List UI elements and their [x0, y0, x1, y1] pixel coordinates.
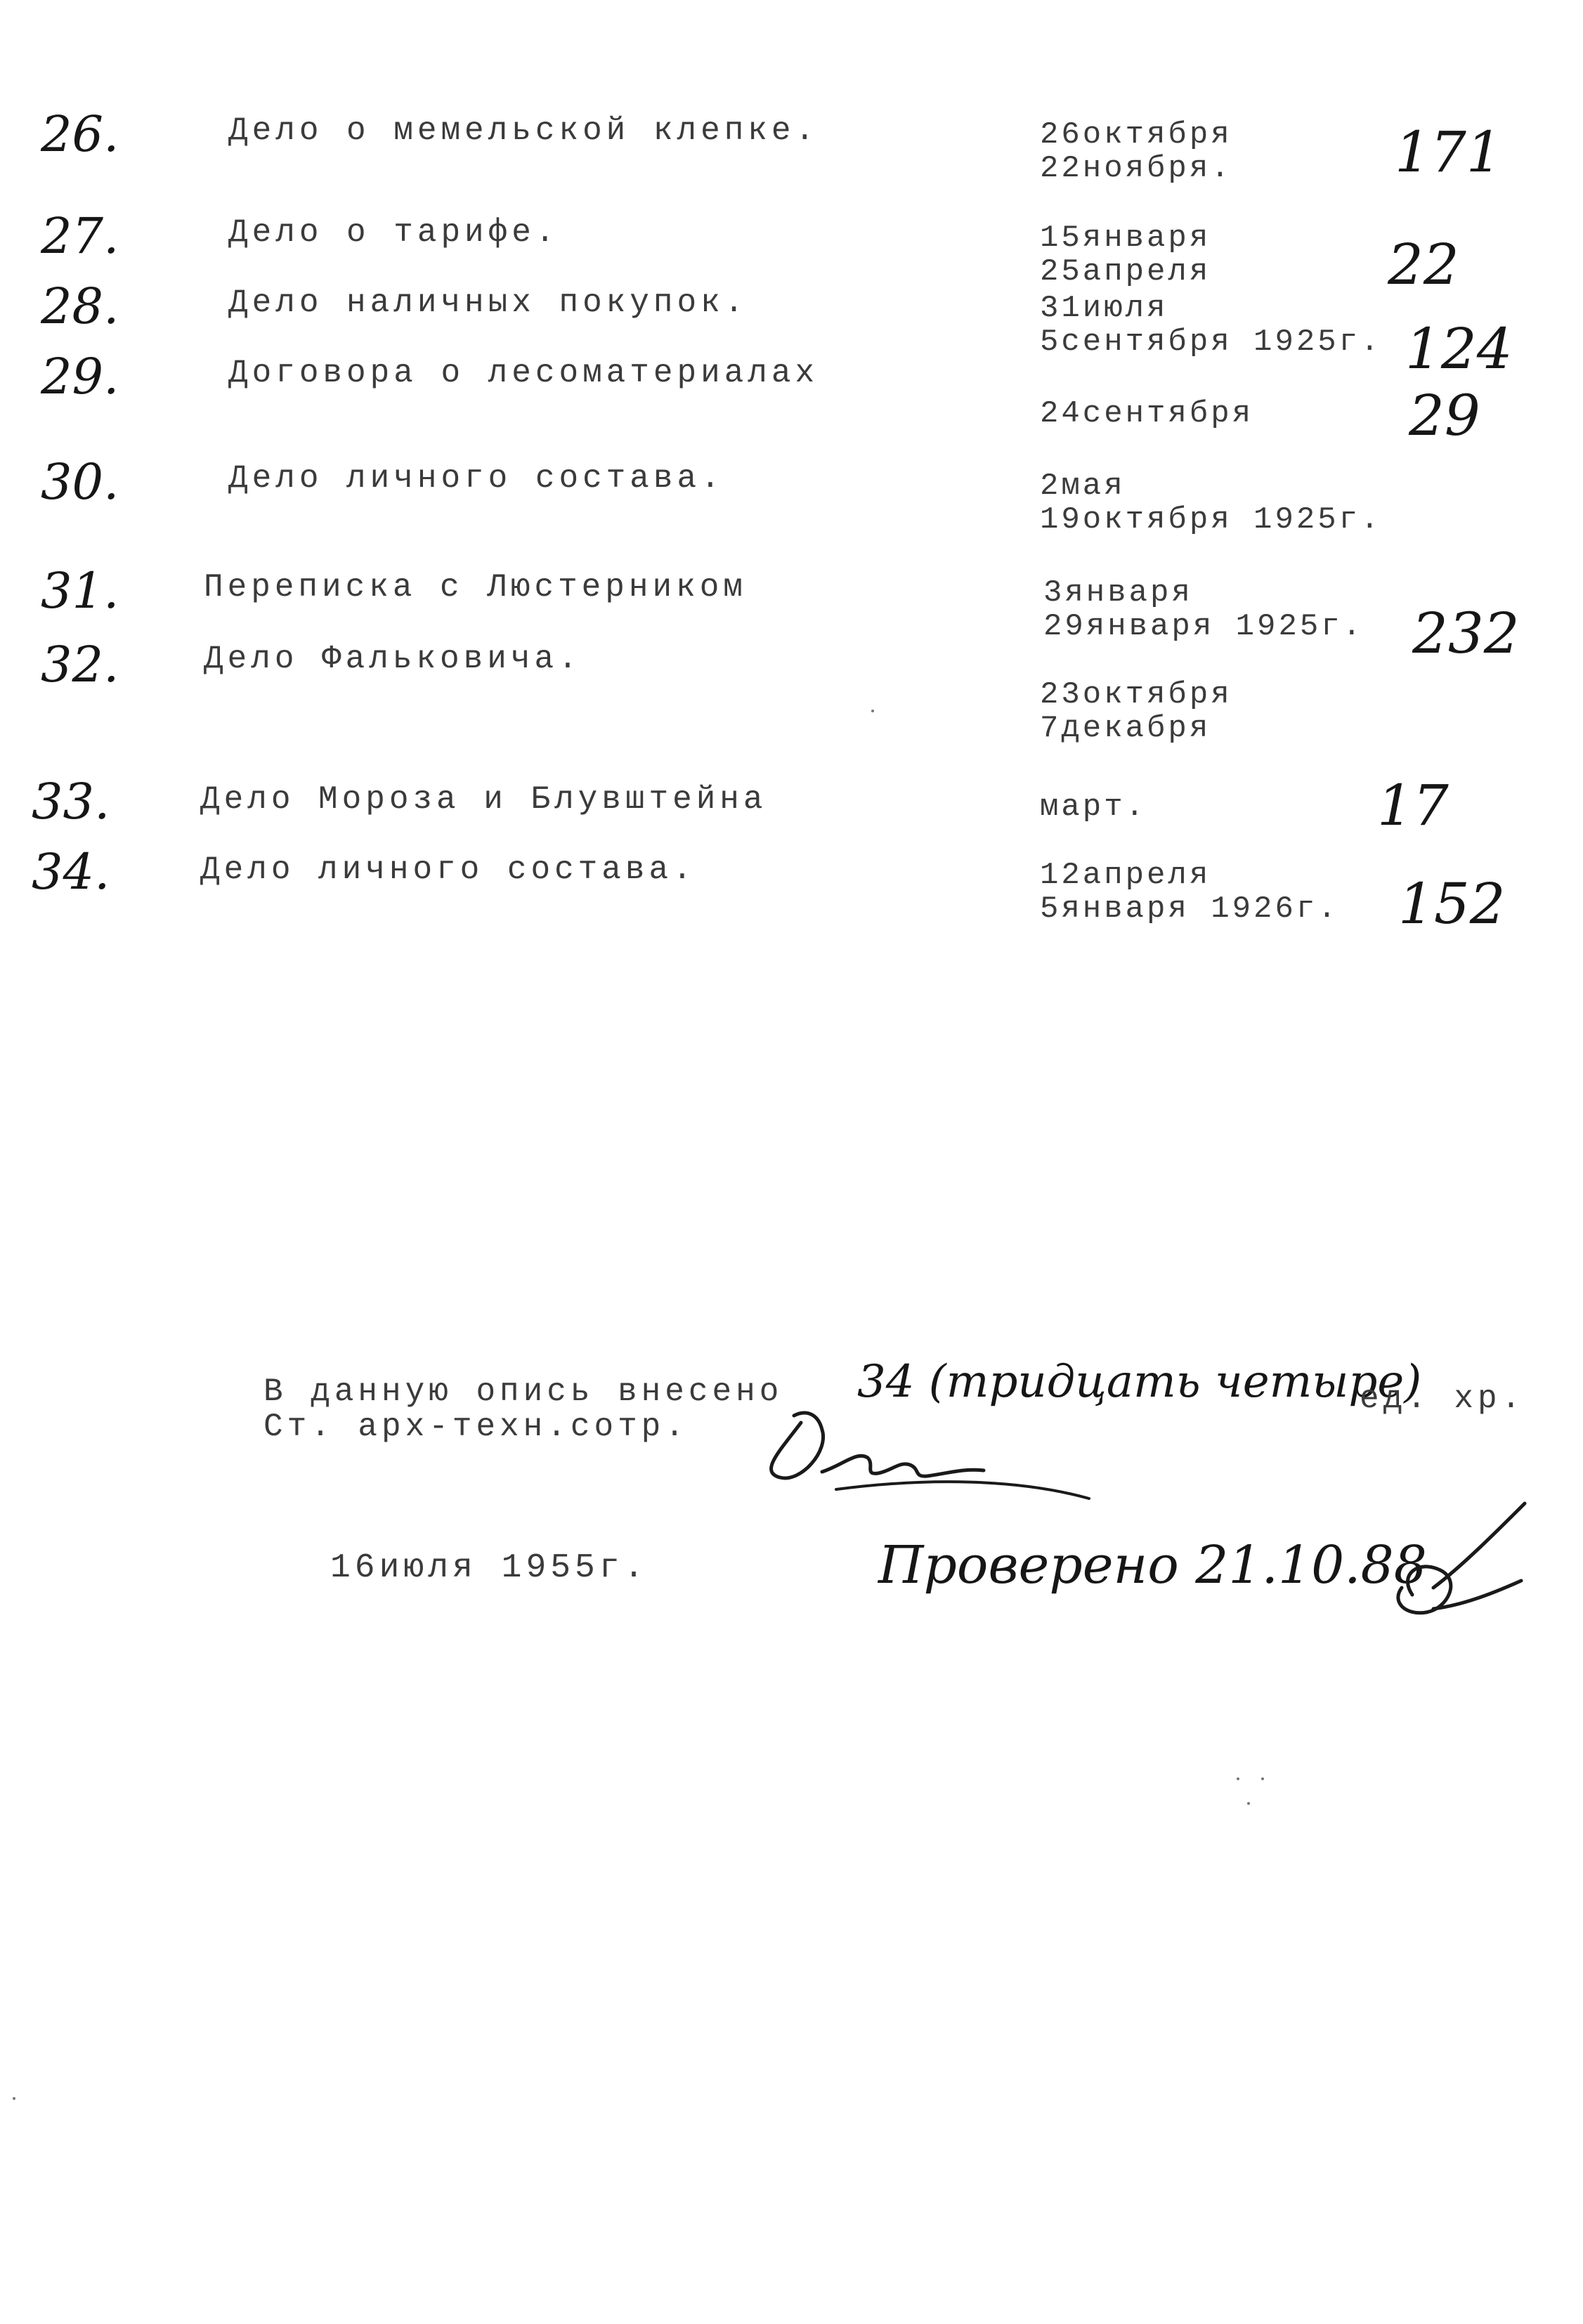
item-leaves: 152 — [1398, 871, 1506, 936]
item-leaves: 171 — [1395, 119, 1502, 185]
scan-speck — [1247, 1802, 1250, 1805]
item-number: 31. — [41, 562, 119, 620]
entered-count: 34 (тридцать четыре) — [857, 1356, 1422, 1408]
item-title: Дело о мемельской клепке. — [228, 112, 819, 149]
position-title: Ст. арх-техн.сотр. — [263, 1409, 689, 1445]
scan-speck — [871, 710, 874, 712]
item-date-start: 15января — [1040, 221, 1211, 256]
item-title: Дело личного состава. — [228, 460, 724, 497]
item-leaves: 29 — [1409, 383, 1480, 448]
entered-prefix: В данную опись внесено — [263, 1373, 783, 1410]
item-date-start: 23октября — [1040, 677, 1232, 712]
item-title: Дело Фальковича. — [204, 641, 582, 677]
item-number: 29. — [41, 348, 119, 405]
item-leaves: 232 — [1412, 601, 1520, 666]
scan-speck — [13, 2097, 15, 2100]
item-number: 34. — [32, 843, 110, 901]
item-title: Дело о тарифе. — [228, 214, 559, 251]
item-title: Дело наличных покупок. — [228, 285, 748, 321]
item-leaves: 22 — [1388, 232, 1459, 297]
item-dates — [1040, 790, 1147, 824]
checker-signature — [1384, 1489, 1553, 1630]
item-date-start: 3января — [1043, 575, 1193, 611]
item-dates — [1040, 221, 1211, 289]
item-date-start: 2мая — [1040, 469, 1126, 504]
entered-suffix: ед. хр. — [1360, 1380, 1525, 1417]
item-title: Дело личного состава. — [200, 851, 696, 888]
scan-speck — [1261, 1777, 1264, 1780]
footer-date: 16июля 1955г. — [330, 1549, 649, 1587]
item-title: Дело Мороза и Блувштейна — [200, 781, 767, 818]
item-title: Договора о лесоматериалах — [228, 355, 819, 391]
item-dates — [1040, 859, 1339, 926]
item-dates — [1040, 678, 1232, 745]
item-date-end: 29января 1925г. — [1043, 609, 1364, 644]
item-date-end: 19октября 1925г. — [1040, 502, 1382, 537]
item-dates — [1040, 118, 1232, 185]
item-date-end: 5января 1926г. — [1040, 892, 1339, 927]
checked-note: Проверено 21.10.88 — [878, 1535, 1427, 1595]
item-number: 33. — [32, 773, 110, 830]
item-number: 27. — [41, 207, 119, 265]
scan-speck — [1237, 1777, 1239, 1780]
item-number: 30. — [41, 453, 119, 511]
item-leaves: 124 — [1405, 316, 1513, 381]
item-date-end: 7декабря — [1040, 711, 1211, 746]
item-date-start: 24сентября — [1040, 396, 1254, 431]
item-date-end: 5сентября 1925г. — [1040, 325, 1382, 360]
item-number: 26. — [41, 105, 119, 163]
item-leaves: 17 — [1377, 773, 1449, 838]
item-date-start: 26октября — [1040, 117, 1232, 152]
item-date-end: 22ноября. — [1040, 151, 1232, 186]
item-date-start: 12апреля — [1040, 858, 1211, 893]
item-date-end: 25апреля — [1040, 254, 1211, 289]
item-number: 28. — [41, 278, 119, 335]
archivist-signature — [752, 1395, 1117, 1514]
item-dates — [1040, 292, 1381, 359]
item-date-start: 31июля — [1040, 291, 1168, 326]
item-number: 32. — [41, 636, 119, 693]
item-date-start: март. — [1040, 790, 1147, 825]
item-title: Переписка с Люстерником — [204, 569, 747, 606]
item-dates — [1043, 576, 1364, 644]
item-dates — [1040, 397, 1253, 431]
item-dates — [1040, 469, 1381, 537]
